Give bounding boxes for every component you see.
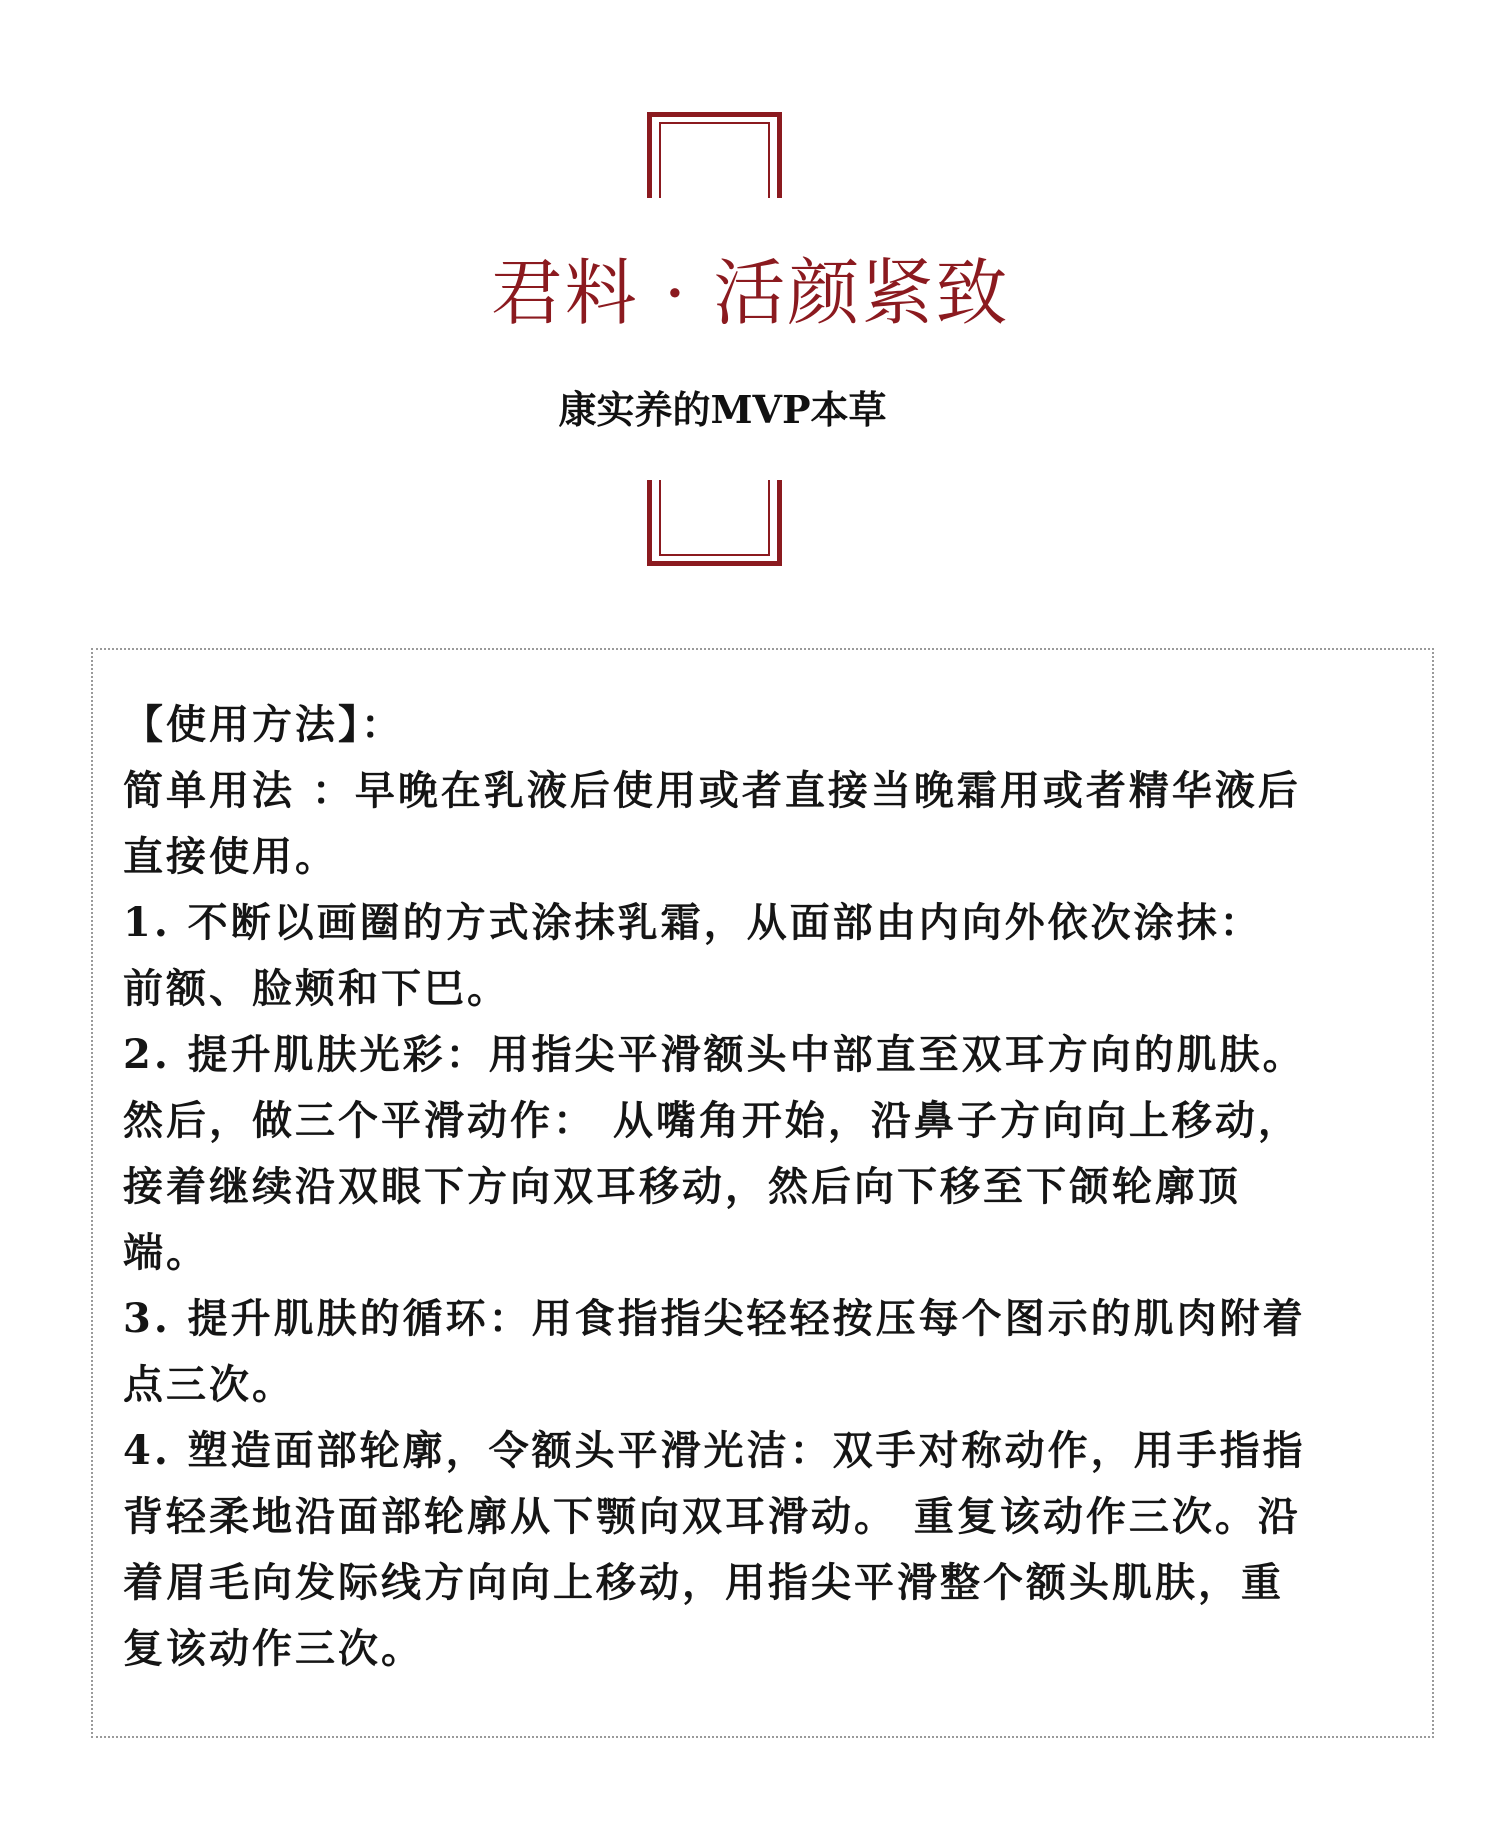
usage-line: 端。: [123, 1229, 209, 1276]
decorative-bracket-top: [647, 112, 782, 198]
usage-line: 点三次。: [123, 1361, 295, 1408]
usage-line: 3. 提升肌肤的循环：用食指指尖轻轻按压每个图示的肌肉附着: [123, 1295, 1306, 1342]
page-subtitle: 康实养的MVP本草: [558, 387, 887, 432]
usage-line: 1. 不断以画圈的方式涂抹乳霜，从面部由内向外依次涂抹：: [123, 899, 1263, 946]
usage-line: 然后，做三个平滑动作： 从嘴角开始，沿鼻子方向向上移动，: [123, 1097, 1301, 1144]
usage-instructions-box: [91, 648, 1434, 1738]
usage-line: 背轻柔地沿面部轮廓从下颚向双耳滑动。 重复该动作三次。沿: [123, 1493, 1301, 1540]
decorative-bracket-bottom: [647, 480, 782, 566]
usage-line: 复该动作三次。: [123, 1625, 424, 1672]
usage-line: 接着继续沿双眼下方向双耳移动，然后向下移至下颌轮廓顶: [123, 1163, 1241, 1210]
usage-line: 着眉毛向发际线方向向上移动，用指尖平滑整个额头肌肤，重: [123, 1559, 1284, 1606]
usage-line: 2. 提升肌肤光彩：用指尖平滑额头中部直至双耳方向的肌肤。: [123, 1031, 1306, 1078]
usage-line: 4. 塑造面部轮廓，令额头平滑光洁：双手对称动作，用手指指: [123, 1427, 1306, 1474]
page-title: 君料 · 活颜紧致: [490, 251, 1010, 335]
usage-line: 简单用法 ：早晚在乳液后使用或者直接当晚霜用或者精华液后: [123, 767, 1301, 814]
usage-line: 直接使用。: [123, 833, 338, 880]
usage-line: 前额、脸颊和下巴。: [123, 965, 510, 1012]
usage-heading: 【使用方法】：: [123, 701, 404, 748]
